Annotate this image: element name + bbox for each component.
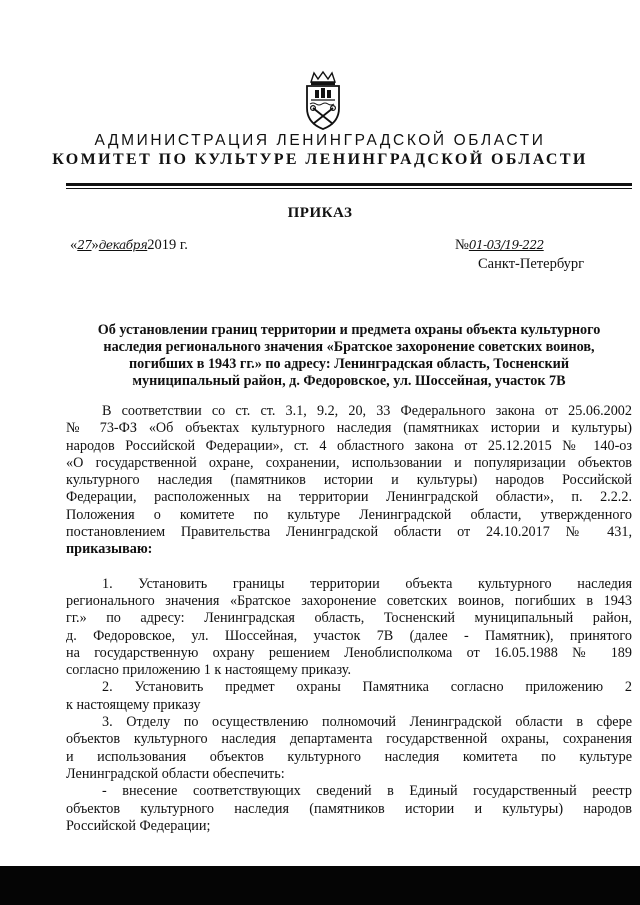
date-year: 2019 г. bbox=[147, 237, 188, 253]
document-date bbox=[70, 237, 188, 254]
item-1-line: 1. Установить границы территории объекта культурного наследия bbox=[102, 575, 632, 592]
preamble-line: Федерации, расположенных на территории Ленинградской области», п. 2.2.2. bbox=[66, 489, 632, 506]
item-1-line: д. Федоровское, ул. Шоссейная, участок 7В (далее - Памятник), принятого bbox=[66, 627, 632, 644]
document-type: ПРИКАЗ bbox=[287, 205, 353, 221]
item-4-line: - внесение соответствующих сведений в Единый государственный реестр bbox=[102, 783, 632, 800]
paragraph-gap bbox=[66, 559, 632, 576]
item-3-line: и использования объектов культурного наследия комитета по культуре bbox=[66, 748, 632, 765]
header-rule-thin bbox=[66, 188, 632, 189]
item-1-line: на государственную охрану решением Леноблисполкома от 16.05.1988 № 189 bbox=[66, 644, 632, 661]
date-quote-close: » bbox=[91, 237, 99, 253]
number-value: 01-03/19-222 bbox=[468, 238, 544, 252]
subject-line: муниципальный район, д. Федоровское, ул. Шоссейная, участок 7В bbox=[132, 373, 566, 389]
item-3-line: Ленинградской области обеспечить: bbox=[66, 765, 285, 782]
scan-bottom-bar bbox=[0, 866, 640, 905]
item-1-line: регионального значения «Братское захоронение советских воинов, погибших в 1943 bbox=[66, 592, 632, 609]
preamble-line: постановлением Правительства Ленинградской области от 24.10.2017 № 431, bbox=[66, 524, 632, 541]
org-line-1: АДМИНИСТРАЦИЯ ЛЕНИНГРАДСКОЙ ОБЛАСТИ bbox=[94, 132, 546, 149]
item-1-line: согласно приложению 1 к настоящему приказу. bbox=[66, 662, 351, 679]
number-label: № bbox=[455, 237, 469, 253]
document-city: Санкт-Петербург bbox=[478, 256, 585, 272]
preamble-line: № 73-ФЗ «Об объектах культурного наследия (памятниках истории и культуры) bbox=[66, 420, 632, 437]
preamble-line: народов Российской Федерации», ст. 4 областного закона от 25.12.2015 № 140-оз bbox=[66, 437, 632, 454]
item-3-line: объектов культурного наследия департамента государственной охраны, сохранения bbox=[66, 731, 632, 748]
item-2-line: 2. Установить предмет охраны Памятника согласно приложению 2 bbox=[102, 679, 632, 696]
preamble-command: приказываю: bbox=[66, 541, 153, 558]
coat-of-arms-icon bbox=[298, 70, 348, 132]
subject-line: погибших в 1943 гг.» по адресу: Ленинградская область, Тосненский bbox=[128, 356, 569, 372]
item-2-line: к настоящему приказу bbox=[66, 696, 201, 713]
item-4-line: объектов культурного наследия (памятников истории и культуры) народов bbox=[66, 800, 632, 817]
subject-line: наследия регионального значения «Братское захоронение советских воинов, bbox=[103, 339, 595, 355]
item-3-line: 3. Отделу по осуществлению полномочий Ленинградской области в сфере bbox=[102, 714, 632, 731]
preamble-line: В соответствии со ст. ст. 3.1, 9.2, 20, 33 Федерального закона от 25.06.2002 bbox=[102, 403, 632, 419]
document-subject bbox=[66, 322, 632, 390]
preamble-line: Положения о комитете по культуре Ленинградской области, утвержденного bbox=[66, 506, 632, 523]
item-4-line: Российской Федерации; bbox=[66, 817, 211, 834]
subject-line: Об установлении границ территории и предмета охраны объекта культурного bbox=[97, 322, 601, 338]
header-rule-thick bbox=[66, 183, 632, 186]
preamble-line: культурного наследия (памятников истории и культуры) народов Российской bbox=[66, 472, 632, 489]
document-body bbox=[66, 403, 632, 835]
document-number bbox=[455, 237, 544, 254]
org-line-2: КОМИТЕТ ПО КУЛЬТУРЕ ЛЕНИНГРАДСКОЙ ОБЛАСТИ bbox=[52, 151, 588, 168]
date-day: 27 bbox=[77, 238, 92, 252]
item-1-line: гг.» по адресу: Ленинградская область, Тосненский муниципальный район, bbox=[66, 610, 632, 627]
date-quote-open: « bbox=[70, 237, 78, 253]
date-month: декабря bbox=[98, 238, 148, 252]
preamble-line: «О государственной охране, сохранении, использовании и популяризации объектов bbox=[66, 454, 632, 471]
